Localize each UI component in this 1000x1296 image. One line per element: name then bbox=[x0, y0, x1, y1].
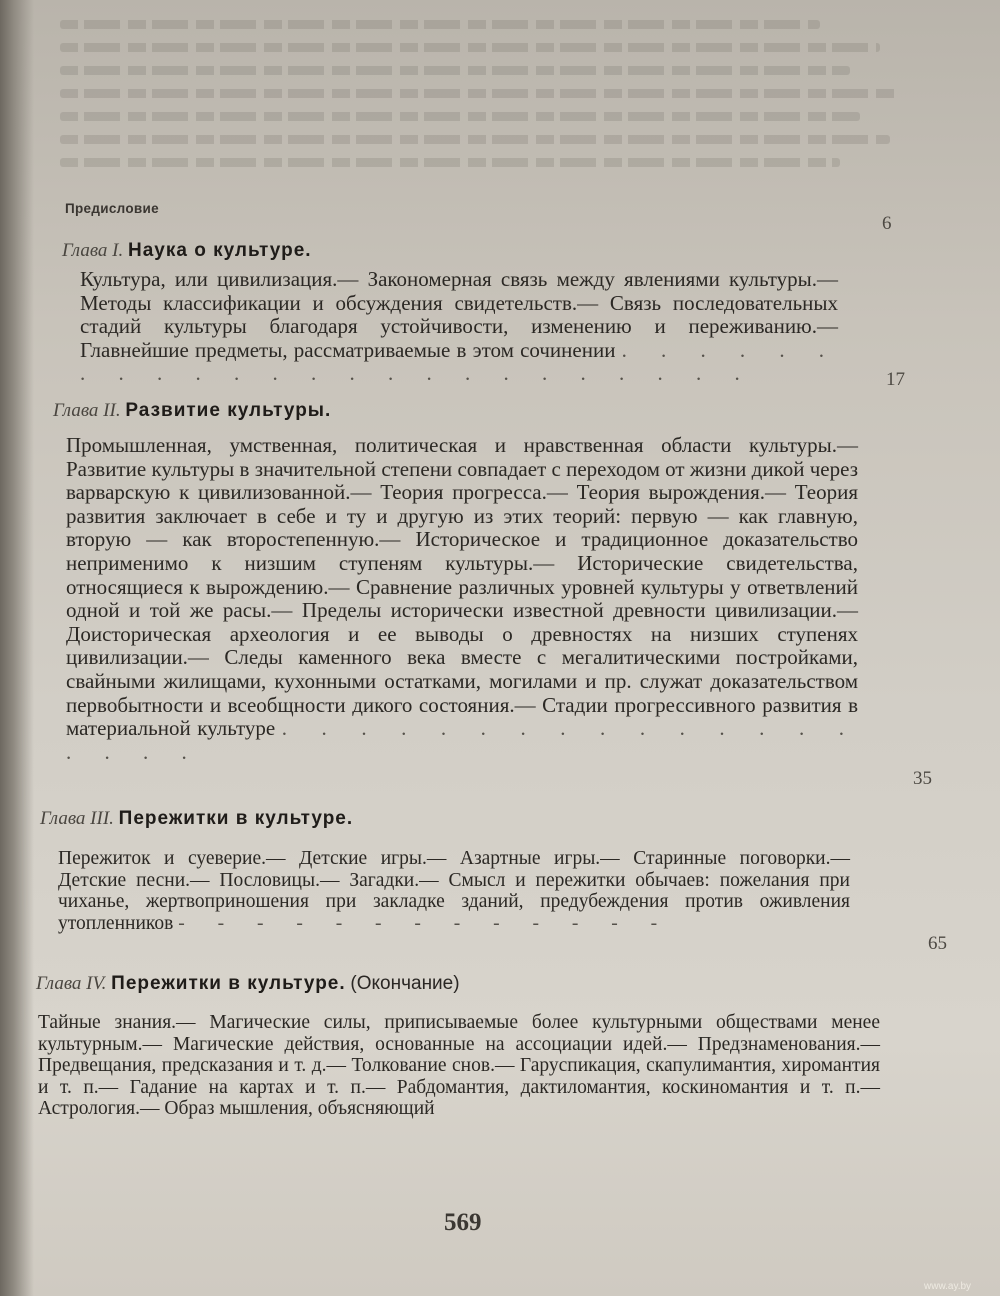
chapter-4-label: Глава IV. bbox=[36, 973, 107, 994]
chapter-3-leader: - - - - - - - - - - - - - bbox=[178, 912, 672, 934]
chapter-2-heading bbox=[53, 400, 331, 422]
chapter-3-description: Пережиток и суеверие.— Детские игры.— Азартные игры.— Старинные поговорки.— Детские песни.— Пословицы.— Загадки.— Смысл и пережитки обычаев: пожелания при чиханье, жертвоприношения при закладке зданий, предубеждения против оживления утопленников - - - - - - - - - - - - - bbox=[58, 848, 850, 934]
chapter-2-description: Промышленная, умственная, политическая и нравственная области культуры.— Развитие культуры в значительной степени совпадает с переходом от жизни дикой через варварскую к цивилизованной.— Теория прогресса.— Теория вырождения.— Теория развития заключает в себе и ту и другую из этих теорий: первую — как главную, вторую — как второстепенную.— Историческое и традиционное доказательство неприменимо к низшим ступеням культуры.— Исторические свидетельства, относящиеся к вырождению.— Сравнение различных уровней культуры у ответвлений одной и той же расы.— Пределы исторически известной древности цивилизации.— Доисторическая археология и ее выводы о древностях на низших ступенях цивилизации.— Следы каменного века вместе с мегалитическими постройками, свайными жилищами, кухонными остатками, могилами и пр. служат доказательством первобытности и всеобщности дикого состояния.— Стадии прогрессивного развития в материальной культуре . . . . . . . . . . . . . . . . . . . bbox=[66, 433, 859, 764]
bleed-through-text bbox=[60, 20, 940, 190]
chapter-2-label: Глава II. bbox=[53, 400, 121, 421]
chapter-2-title: Развитие культуры. bbox=[125, 400, 332, 421]
chapter-3-label: Глава III. bbox=[40, 808, 114, 829]
chapter-4-title: Пережитки в культуре. bbox=[111, 973, 346, 994]
chapter-3-page-number: 65 bbox=[928, 933, 947, 954]
chapter-4-note: (Окончание) bbox=[350, 973, 460, 994]
preface-page-number: 6 bbox=[882, 213, 892, 234]
chapter-1-heading bbox=[62, 240, 312, 262]
chapter-2-leader: . . . . . . . . . . . . . . . . . . . bbox=[66, 716, 859, 764]
chapter-1-title: Наука о культуре. bbox=[128, 240, 312, 261]
chapter-4-heading bbox=[36, 973, 460, 995]
chapter-3-heading bbox=[40, 808, 353, 830]
chapter-2-page-number: 35 bbox=[913, 768, 932, 789]
chapter-4-description: Тайные знания.— Магические силы, приписываемые более культурными обществами менее культурным.— Магические действия, основанные на ассоциации идей.— Предзнаменования.— Предвещания, предсказания и т. д.— Толкование снов.— Гаруспикация, скапулимантия, хиромантия и т. п.— Гадание на картах и т. п.— Рабдомантия, дактиломантия, коскиномантия и т. п.— Астрология.— Образ мышления, объясняющий bbox=[38, 1012, 880, 1119]
chapter-1-leader: . . . . . . . . . . . . . . . . . . . . . . . . bbox=[80, 337, 839, 386]
site-watermark: www.ay.by bbox=[924, 1281, 972, 1292]
chapter-1-label: Глава I. bbox=[62, 240, 124, 261]
page-folio-number: 569 bbox=[444, 1209, 482, 1236]
chapter-3-title: Пережитки в культуре. bbox=[118, 808, 354, 829]
book-spine-shadow bbox=[0, 0, 34, 1296]
preface-label: Предисловие bbox=[65, 201, 159, 216]
chapter-1-description: Культура, или цивилизация.— Закономерная связь между явлениями культуры.— Методы классификации и обсуждения свидетельств.— Связь последовательных стадий культуры благодаря устойчивости, изменению и переживанию.— Главнейшие предметы, рассматриваемые в этом сочинении . . . . . . . . . . . . . . . . . . . . . . . . bbox=[80, 267, 839, 386]
chapter-1-page-number: 17 bbox=[886, 369, 905, 390]
